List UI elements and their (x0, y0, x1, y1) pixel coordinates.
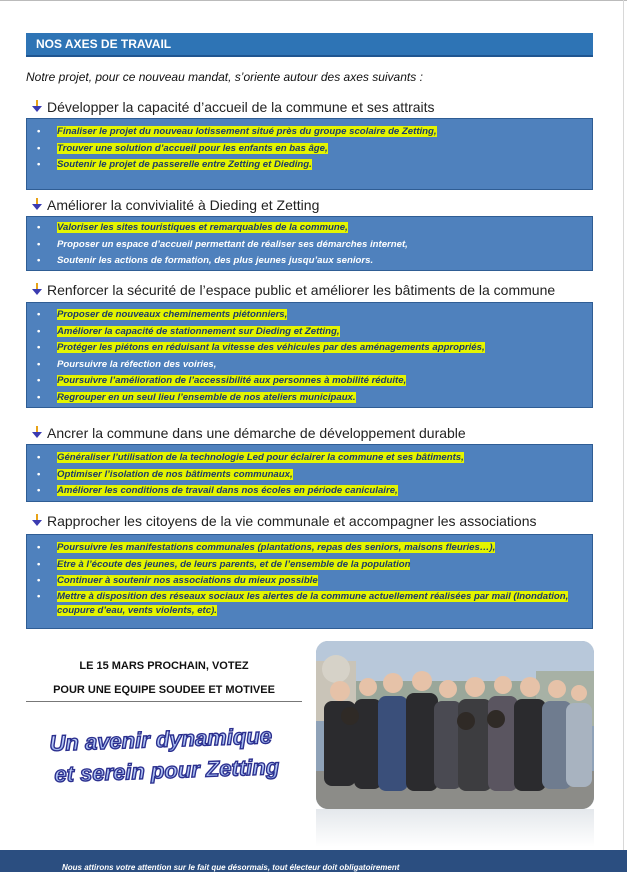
axis-box-3 (26, 302, 593, 408)
list-item: • Proposer un espace d’accueil permettant de réaliser ses démarches internet, (27, 237, 592, 254)
axis-title-4 (31, 425, 466, 441)
section-title: NOS AXES DE TRAVAIL (36, 37, 172, 51)
slogan-line-1: Un avenir dynamique (49, 723, 273, 756)
axis-title-3 (31, 282, 555, 298)
slogan-wordart (30, 718, 306, 798)
axis-title-2 (31, 197, 319, 213)
list-item: • Proposer de nouveaux cheminements piétonniers, (27, 307, 592, 324)
axis-box-1 (26, 118, 593, 190)
axis-title-text: Ancrer la commune dans une démarche de développement durable (47, 425, 466, 441)
vote-line-1: LE 15 MARS PROCHAIN, VOTEZ (79, 660, 249, 672)
list-item: • Continuer à soutenir nos associations du mieux possible (27, 573, 592, 590)
list-item: • Généraliser l’utilisation de la technologie Led pour éclairer la commune et ses bâtiments, (27, 450, 592, 467)
list-item: • Soutenir le projet de passerelle entre Zetting et Dieding. (27, 157, 592, 174)
list-item: • Poursuivre les manifestations communales (plantations, repas des seniors, maisons fleuries…), (27, 540, 592, 557)
team-photo-illustration (316, 641, 594, 809)
top-rule (0, 0, 627, 1)
team-photo (316, 641, 594, 809)
axis-title-5 (31, 513, 536, 529)
right-rule (623, 0, 624, 872)
vote-line-2: POUR UNE EQUIPE SOUDEE ET MOTIVEE (53, 684, 275, 696)
intro-text: Notre projet, pour ce nouveau mandat, s’oriente autour des axes suivants : (26, 70, 423, 84)
axis-title-text: Renforcer la sécurité de l’espace public et améliorer les bâtiments de la commune (47, 282, 556, 298)
list-item: • Regrouper en un seul lieu l’ensemble de nos ateliers municipaux. (27, 390, 592, 407)
photo-reflection (316, 809, 594, 847)
list-item: • Poursuivre l’amélioration de l’accessibilité aux personnes à mobilité réduite, (27, 373, 592, 390)
arrow-bullet-icon (31, 426, 43, 439)
axis-box-5 (26, 534, 593, 629)
axis-title-1 (31, 99, 435, 115)
axis-title-text: Améliorer la convivialité à Dieding et Zetting (47, 197, 320, 213)
list-item: • Mettre à disposition des réseaux sociaux les alertes de la commune actuellement réalisées par mail (Inondation, coupure d’eau, vents violents, etc). (27, 590, 592, 618)
list-item: • Améliorer la capacité de stationnement sur Dieding et Zetting, (27, 324, 592, 341)
arrow-bullet-icon (31, 283, 43, 296)
divider (26, 701, 302, 702)
list-item: • Poursuivre la réfection des voiries, (27, 357, 592, 374)
list-item: • Finaliser le projet du nouveau lotissement situé près du groupe scolaire de Zetting, (27, 124, 592, 141)
arrow-bullet-icon (31, 514, 43, 527)
axis-title-text: Développer la capacité d’accueil de la commune et ses attraits (47, 99, 435, 115)
list-item: • Trouver une solution d’accueil pour les enfants en bas âge, (27, 141, 592, 158)
footer-band (0, 850, 627, 872)
axis-box-2 (26, 216, 593, 271)
axis-box-4 (26, 444, 593, 502)
arrow-bullet-icon (31, 198, 43, 211)
list-item: • Améliorer les conditions de travail dans nos écoles en période caniculaire, (27, 483, 592, 500)
list-item: • Etre à l’écoute des jeunes, de leurs parents, et de l’ensemble de la population (27, 557, 592, 574)
axis-title-text: Rapprocher les citoyens de la vie communale et accompagner les associations (47, 513, 537, 529)
arrow-bullet-icon (31, 100, 43, 113)
list-item: • Soutenir les actions de formation, des plus jeunes jusqu’aux seniors. (27, 253, 592, 270)
slogan-line-2: et serein pour Zetting (53, 754, 280, 787)
list-item: • Protéger les piétons en réduisant la vitesse des véhicules par des aménagements appropriés, (27, 340, 592, 357)
footer-note: Nous attirons votre attention sur le fait que désormais, tout électeur doit obligatoirement (62, 863, 400, 872)
vote-block (26, 654, 302, 702)
list-item: • Valoriser les sites touristiques et remarquables de la commune, (27, 220, 592, 237)
list-item: • Optimiser l’isolation de nos bâtiments communaux, (27, 467, 592, 484)
section-header (26, 33, 593, 57)
